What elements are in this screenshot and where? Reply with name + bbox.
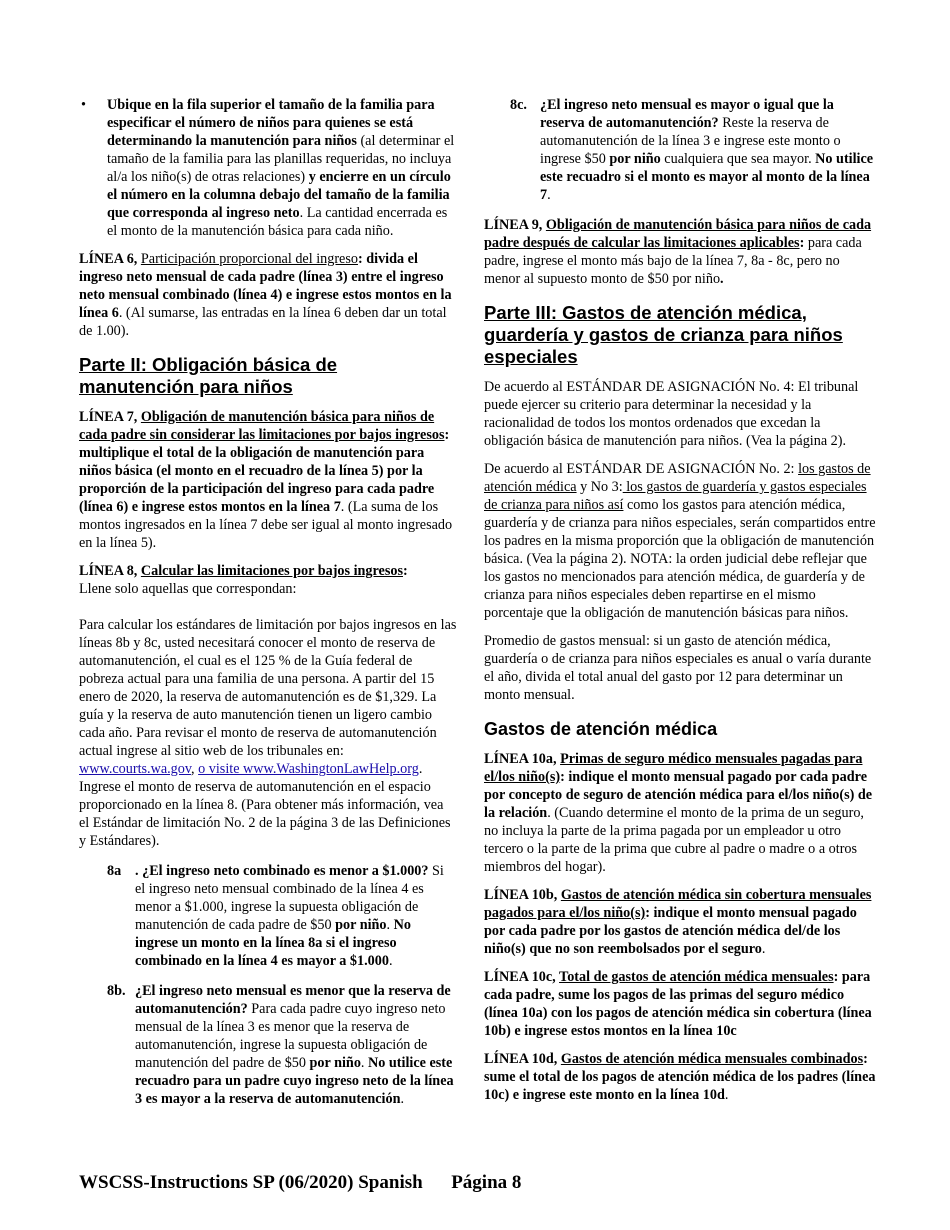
linea-10d-title: Gastos de atención médica mensuales combinados xyxy=(560,1051,864,1067)
bullet-text-2: (al determinar el tamaño de la familia para las planillas requeridas, no incluya al/a los niño(s) de otras relaciones) xyxy=(107,133,455,185)
linea-10c-title: Total de gastos de atención médica mensuales xyxy=(559,969,834,985)
linea-10b-label: LÍNEA 10b, xyxy=(484,887,561,903)
linea-10d-bold: : sume el total de los pagos de atención médica de los padres (línea 10c) e ingrese este monto en la línea 10d xyxy=(484,1051,876,1103)
average-expenses-paragraph: Promedio de gastos mensual: si un gasto de atención médica, guardería o de crianza para niños especiales es anual o varía durante el año, divida el total anual del gasto por 12 para determinar un monto mensual. xyxy=(484,633,872,703)
linea-7-paragraph xyxy=(79,408,457,552)
item-8b-text-3: . xyxy=(400,1091,405,1107)
bullet-family-size xyxy=(79,96,457,240)
item-8c-text-2: cualquiera que sea mayor. xyxy=(660,151,816,167)
item-8a-bold-1: por niño xyxy=(335,917,387,933)
calc-text-2: . Ingrese el monto de reserva de automanutención en el espacio proporcionado en la línea 8. (Para obtener más información, vea el Estándar de limitación No. 2 de la página 3 de las Definiciones y Estándares). xyxy=(79,761,451,849)
linea-10c-bold: : para cada padre, sume los pagos de las primas del seguro médico (línea 10a) con los pagos de atención médica sin cobertura (línea 10b) e ingrese estos montos en la línea 10c xyxy=(484,969,872,1039)
washingtonlawhelp-link[interactable]: o visite www.WashingtonLawHelp.org xyxy=(198,761,419,777)
linea-8-normal: Llene solo aquellas que correspondan: xyxy=(79,581,297,597)
linea-7-normal: . (La suma de los montos ingresados en la línea 7 debe ser igual al monto ingresado en la línea 5). xyxy=(79,499,453,551)
calc-sep: , xyxy=(191,761,199,777)
item-8b-bold-2: No utilice este recuadro para un padre cuyo ingreso neto de la línea 3 es mayor a la reserva de automanutención xyxy=(135,1055,454,1107)
item-8c-bold-1: por niño xyxy=(609,151,661,167)
left-column xyxy=(79,96,457,1120)
item-8b-question: ¿El ingreso neto mensual es menor que la reserva de automanutención? xyxy=(135,983,451,1017)
linea-6-bold: : divida el ingreso neto mensual de cada padre (línea 3) entre el ingreso neto mensual combinado (línea 4) e ingrese estos montos en la línea 6 xyxy=(79,251,452,321)
item-8c-text-1: Reste la reserva de automanutención de la línea 3 e ingrese este monto o ingrese $50 xyxy=(540,115,841,167)
calc-text-1: Para calcular los estándares de limitación por bajos ingresos en las líneas 8b y 8c, usted necesitará conocer el monto de reserva de automanutención, el cual es el 125 % de la Guía federal de pobreza actual para una familia de una persona. A partir del 15 enero de 2020, la reserva de automanutención es de $1,329. La guía y la reserva de auto manutención tienen un ligero cambio cada año. Para revisar el monto de reserva de automanutención actual ingrese al sitio web de los tribunales en: xyxy=(79,617,457,759)
linea-7-bold: : multiplique el total de la obligación de manutención para niños básica (el monto en el recuadro de la línea 5) por la proporción de la participación del ingreso para cada padre (línea 6) e ingrese estos montos en la línea 7 xyxy=(79,427,450,515)
linea-10c-label: LÍNEA 10c, xyxy=(484,969,560,985)
item-8a-text-1: Si el ingreso neto mensual combinado de la línea 4 es menor a $1.000, ingrese la supuesta obligación de manutención de cada padre de $50 xyxy=(135,863,444,933)
item-8b-label: 8b. xyxy=(107,983,126,999)
item-8a-text-2: . xyxy=(386,917,394,933)
item-8c-question: ¿El ingreso neto mensual es mayor o igual que la reserva de automanutención? xyxy=(540,97,834,131)
item-8a-bold-2: No ingrese un monto en la línea 8a si el ingreso combinado en la línea 4 es mayor a $1.000 xyxy=(135,917,411,969)
bullet-text-1: Ubique en la fila superior el tamaño de la familia para especificar el número de niños para quienes se está determinando la manutención para niños xyxy=(107,97,435,149)
linea-10a-bold: : indique el monto mensual pagado por cada padre por concepto de seguro de atención médica para el/los niño(s) de la relación xyxy=(484,769,873,821)
item-8a-label: 8a xyxy=(107,863,122,879)
linea-6-label: LÍNEA 6, xyxy=(79,251,141,267)
linea-10a-title: Primas de seguro médico mensuales pagadas para el/los niño(s) xyxy=(484,751,863,785)
linea-7-label: LÍNEA 7, xyxy=(79,409,141,425)
linea-8-title: Calcular las limitaciones por bajos ingresos xyxy=(140,563,403,579)
standard-2-text-2: y No 3: xyxy=(576,479,623,495)
linea-9-paragraph xyxy=(484,216,876,288)
page-footer xyxy=(79,1174,521,1192)
standard-2-text-1: De acuerdo al ESTÁNDAR DE ASIGNACIÓN No. 2: xyxy=(484,461,799,477)
part-2-heading: Parte II: Obligación básica de manutención para niños xyxy=(79,354,338,397)
bullet-text-4: . La cantidad encerrada es el monto de la manutención básica para cada niño. xyxy=(107,205,448,239)
linea-10b-paragraph xyxy=(484,886,876,958)
linea-9-colon: : xyxy=(799,235,805,251)
standard-2-text-3: como los gastos para atención médica, guardería y de crianza para niños especiales, serán compartidos entre los padres en la misma proporción que la obligación de manutención básica. (Vea la página 2). NOTA: la orden judicial debe reflejar que los gastos no mencionados para atención médica, de guardería y de crianza para niños especiales deben repartirse en el mismo porcentaje que la obligación de manutención básicas para niños. xyxy=(484,497,876,621)
linea-9-normal: para cada padre, ingrese el monto más bajo de la línea 7, 8a - 8c, pero no menor al supuesto monto de $50 por niño xyxy=(484,235,862,287)
item-8b-bold-1: por niño xyxy=(309,1055,361,1071)
item-8a xyxy=(79,862,457,970)
item-8b-text-2: . xyxy=(360,1055,369,1071)
standard-2-underline-2: los gastos de guardería y gastos especiales de crianza para niños así xyxy=(484,479,867,513)
linea-6-normal: . (Al sumarse, las entradas en la línea 6 deben dar un total de 1.00). xyxy=(79,305,447,339)
linea-10d-paragraph xyxy=(484,1050,876,1104)
linea-8-label: LÍNEA 8, xyxy=(79,563,141,579)
right-column xyxy=(484,96,876,1114)
linea-6-paragraph xyxy=(79,250,457,340)
bullet-dot: • xyxy=(81,97,86,113)
linea-10d-label: LÍNEA 10d, xyxy=(484,1051,561,1067)
bullet-text-3: y encierre en un círculo el número en la columna debajo del tamaño de la familia que corresponda al ingreso neto xyxy=(107,169,451,221)
linea-10d-normal: . xyxy=(724,1087,729,1103)
linea-9-label: LÍNEA 9, xyxy=(484,217,546,233)
standard-4-paragraph: De acuerdo al ESTÁNDAR DE ASIGNACIÓN No. 4: El tribunal puede ejercer su criterio para determinar la necesidad y la racionalidad de todos los montos ordenados que excedan la obligación básica de manutención para niños. (Vea la página 2). xyxy=(484,379,859,449)
linea-10b-bold: : indique el monto mensual pagado por cada padre por los gastos de atención médica del/de los niño(s) que no son reembolsados por el seguro xyxy=(484,905,857,957)
linea-6-title: Participación proporcional del ingreso xyxy=(140,251,358,267)
standard-2-paragraph xyxy=(484,460,876,622)
linea-10c-paragraph xyxy=(484,968,876,1040)
item-8b-text-1: Para cada padre cuyo ingreso neto mensual de la línea 3 es menor que la reserva de automanutención, ingrese la supuesta obligación de manutención del padre de $50 xyxy=(135,1001,446,1071)
medical-expenses-heading: Gastos de atención médica xyxy=(484,719,718,739)
linea-10a-label: LÍNEA 10a, xyxy=(484,751,561,767)
linea-10b-normal: . xyxy=(761,941,766,957)
linea-7-title: Obligación de manutención básica para niños de cada padre sin considerar las limitaciones por bajos ingresos xyxy=(79,409,445,443)
linea-10a-paragraph xyxy=(484,750,876,876)
item-8c-bold-2: No utilice este recuadro si el monto es mayor al monto de la línea 7 xyxy=(540,151,874,203)
item-8a-question: . ¿El ingreso neto combinado es menor a $1.000? xyxy=(135,863,429,879)
footer-page-number: Página 8 xyxy=(451,1172,522,1193)
calc-paragraph xyxy=(79,616,457,850)
part-3-heading: Parte III: Gastos de atención médica, guardería y gastos de crianza para niños especiales xyxy=(484,302,843,367)
footer-form-id: WSCSS-Instructions SP (06/2020) Spanish xyxy=(79,1172,423,1193)
linea-8-colon: : xyxy=(402,563,408,579)
linea-10a-normal: . (Cuando determine el monto de la prima de un seguro, no incluya la parte de la prima pagada por un empleador u otro tercero o la parte de la prima que cubre al padre o madre o a otros miembros del hogar). xyxy=(484,805,864,875)
item-8c-label: 8c. xyxy=(510,97,527,113)
item-8c xyxy=(484,96,876,204)
item-8a-text-3: . xyxy=(388,953,393,969)
linea-9-title: Obligación de manutención básica para niños de cada padre después de calcular las limitaciones aplicables xyxy=(484,217,872,251)
linea-8-paragraph xyxy=(79,562,457,598)
linea-10b-title: Gastos de atención médica sin cobertura mensuales pagados para el/los niño(s) xyxy=(484,887,872,921)
courts-link[interactable]: www.courts.wa.gov xyxy=(79,761,192,777)
item-8c-text-3: . xyxy=(547,187,551,203)
linea-9-end: . xyxy=(720,271,724,287)
standard-2-underline-1: los gastos de atención médica xyxy=(484,461,871,495)
item-8b xyxy=(79,982,457,1108)
